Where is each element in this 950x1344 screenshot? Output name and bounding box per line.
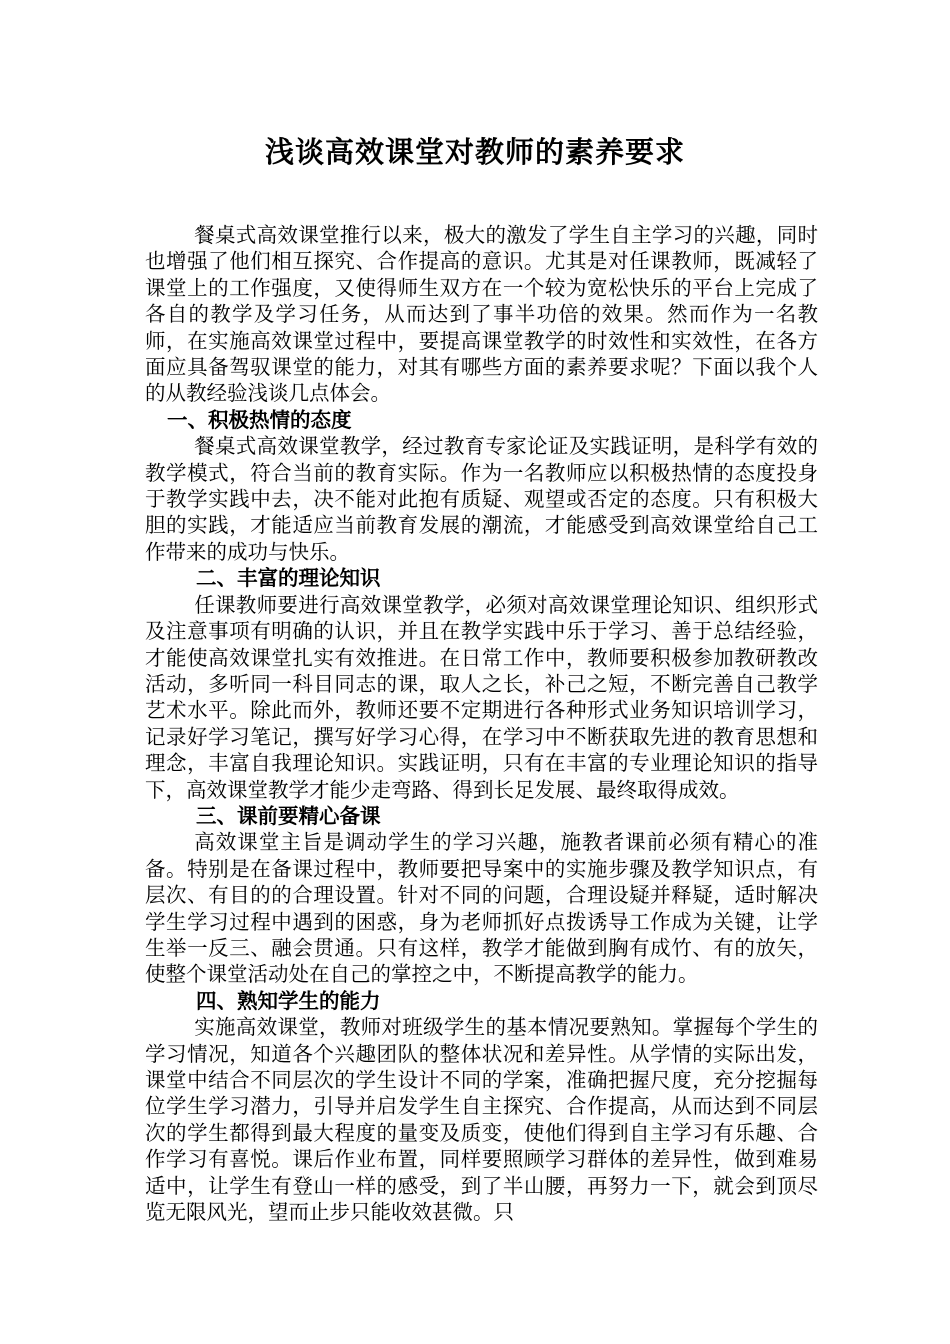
document-title: 浅谈高效课堂对教师的素养要求 [264,135,685,169]
section-body-know-students: 实施高效课堂，教师对班级学生的基本情况要熟知。掌握每个学生的学习情况，知道各个兴趣团队的整体状况和差异性。从学情的实际出发，课堂中结合不同层次的学生设计不同的学案，准确把握尺度，充分挖掘每位学生学习潜力，引导并启发学生自主探究、合作提高，从而达到不同层次的学生都得到最大程度的量变及质变，使他们得到自主学习有乐趣、合作学习有喜悦。课后作业布置，同样要照顾学习群体的差异性，做到难易适中，让学生有登山一样的感受，到了半山腰，再努力一下，就会到顶尽览无限风光，望而止步只能收效甚微。只 [145,1015,818,1225]
section-body-lesson-prep: 高效课堂主旨是调动学生的学习兴趣，施教者课前必须有精心的准备。特别是在备课过程中，教师要把导案中的实施步骤及教学知识点，有层次、有目的的合理设置。针对不同的问题，合理设疑并释疑，适时解决学生学习过程中遇到的困惑，身为老师抓好点拨诱导工作成为关键，让学生举一反三、融会贯通。只有这样，教学才能做到胸有成竹、有的放矢，使整个课堂活动处在自己的掌控之中，不断提高教学的能力。 [145,830,818,987]
section-body-attitude: 餐桌式高效课堂教学，经过教育专家论证及实践证明，是科学有效的教学模式，符合当前的教育实际。作为一名教师应以积极热情的态度投身于教学实践中去，决不能对此抱有质疑、观望或否定的态度。只有积极大胆的实践，才能适应当前教育发展的潮流，才能感受到高效课堂给自己工作带来的成功与快乐。 [145,434,818,564]
section-heading-know-students: 四、熟知学生的能力 [196,988,381,1013]
section-heading-attitude: 一、积极热情的态度 [167,407,352,432]
section-body-theory: 任课教师要进行高效课堂教学，必须对高效课堂理论知识、组织形式及注意事项有明确的认识，并且在教学实践中乐于学习、善于总结经验，才能使高效课堂扎实有效推进。在日常工作中，教师要积极参加教研教改活动，多听同一科目同志的课，取人之长，补己之短，不断完善自己教学艺术水平。除此而外，教师还要不定期进行各种形式业务知识培训学习，记录好学习笔记，撰写好学习心得，在学习中不断获取先进的教育思想和理念，丰富自我理论知识。实践证明，只有在丰富的专业理论知识的指导下，高效课堂教学才能少走弯路、得到长足发展、最终取得成效。 [145,592,818,802]
intro-paragraph: 餐桌式高效课堂推行以来，极大的激发了学生自主学习的兴趣，同时也增强了他们相互探究、合作提高的意识。尤其是对任课教师，既减轻了课堂上的工作强度，又使得师生双方在一个较为宽松快乐的平台上完成了各自的教学及学习任务，从而达到了事半功倍的效果。然而作为一名教师，在实施高效课堂过程中，要提高课堂教学的时效性和实效性，在各方面应具备驾驭课堂的能力，对其有哪些方面的素养要求呢？下面以我个人的从教经验浅谈几点体会。 [145,223,818,406]
section-heading-lesson-prep: 三、课前要精心备课 [196,803,381,828]
section-heading-theory: 二、丰富的理论知识 [196,566,381,591]
document-body [145,222,818,1225]
